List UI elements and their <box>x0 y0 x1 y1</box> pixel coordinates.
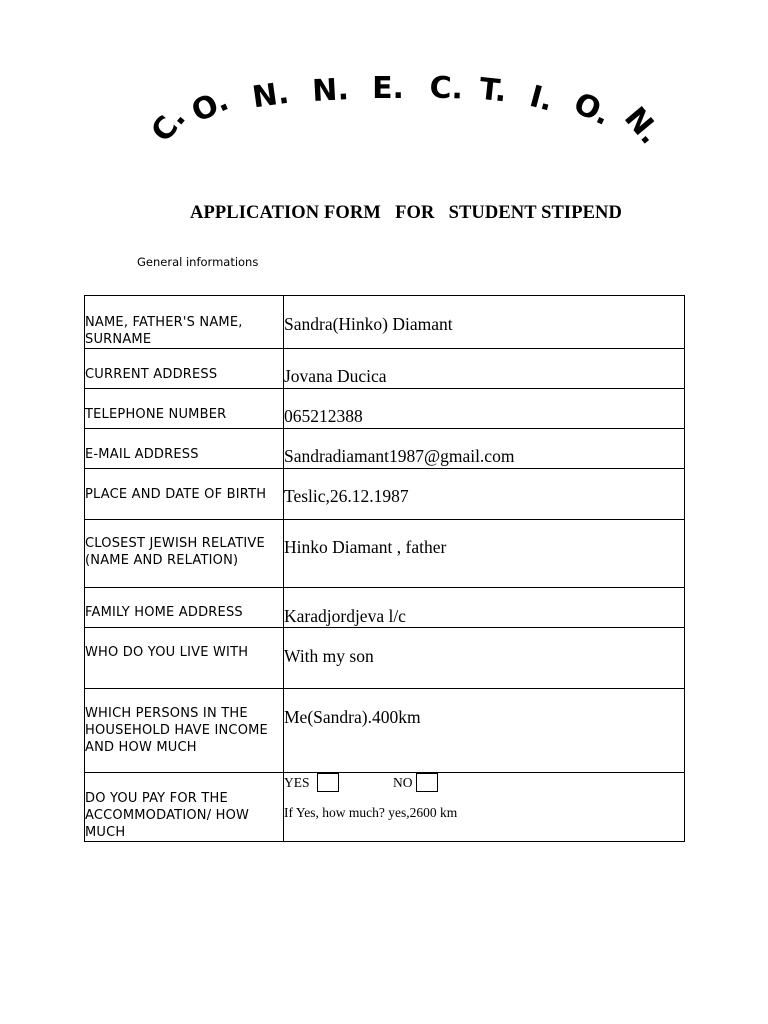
no-label: NO <box>393 775 413 790</box>
form-row-name <box>85 296 685 349</box>
form-row-telephone <box>85 389 685 429</box>
row-label: WHO DO YOU LIVE WITH <box>85 628 284 689</box>
row-value[interactable]: Teslic,26.12.1987 <box>284 469 685 520</box>
logo-letter: I. <box>526 79 557 119</box>
form-row-birth <box>85 469 685 520</box>
logo-letter: O. <box>568 85 616 133</box>
logo-letter: O. <box>186 82 234 130</box>
row-value[interactable]: Sandra(Hinko) Diamant <box>284 296 685 349</box>
row-label: DO YOU PAY FOR THE ACCOMMODATION/ HOW MUCH <box>85 773 284 842</box>
form-title: APPLICATION FORM FOR STUDENT STIPEND <box>190 203 622 223</box>
logo-letter: E. <box>372 71 404 106</box>
row-label: CLOSEST JEWISH RELATIVE (NAME AND RELATION) <box>85 520 284 588</box>
row-value[interactable]: With my son <box>284 628 685 689</box>
row-value[interactable]: Jovana Ducica <box>284 349 685 389</box>
logo-letter: C. <box>144 100 193 149</box>
accommodation-answer <box>284 773 685 842</box>
logo-letter: N. <box>617 100 668 152</box>
form-row-live-with <box>85 628 685 689</box>
connection-logo <box>0 0 768 180</box>
logo-letter: N. <box>311 72 350 109</box>
yes-label: YES <box>284 775 310 790</box>
logo-letter: C. <box>429 70 464 107</box>
logo-letter: T. <box>477 71 509 110</box>
row-label: PLACE AND DATE OF BIRTH <box>85 469 284 520</box>
form-row-accommodation <box>85 773 685 842</box>
if-yes-label: If Yes, how much? <box>284 805 385 820</box>
form-row-jewish-relative <box>85 520 685 588</box>
row-label: NAME, FATHER'S NAME, SURNAME <box>85 296 284 349</box>
form-row-current-address <box>85 349 685 389</box>
row-label: WHICH PERSONS IN THE HOUSEHOLD HAVE INCOME AND HOW MUCH <box>85 689 284 773</box>
yes-checkbox[interactable] <box>317 773 339 792</box>
row-label: FAMILY HOME ADDRESS <box>85 588 284 628</box>
yes-no-group <box>284 773 684 795</box>
form-row-household-income <box>85 689 685 773</box>
if-yes-line <box>284 795 684 823</box>
row-label: CURRENT ADDRESS <box>85 349 284 389</box>
logo-letter: N. <box>250 75 292 116</box>
row-value[interactable]: Sandradiamant1987@gmail.com <box>284 429 685 469</box>
row-value[interactable]: Me(Sandra).400km <box>284 689 685 773</box>
row-value[interactable]: Hinko Diamant , father <box>284 520 685 588</box>
row-label: TELEPHONE NUMBER <box>85 389 284 429</box>
row-value[interactable]: 065212388 <box>284 389 685 429</box>
form-row-family-home <box>85 588 685 628</box>
if-yes-value[interactable]: yes,2600 km <box>388 805 458 820</box>
row-label: E-MAIL ADDRESS <box>85 429 284 469</box>
application-form-table <box>84 295 685 842</box>
form-row-email <box>85 429 685 469</box>
row-value[interactable]: Karadjordjeva l/c <box>284 588 685 628</box>
no-checkbox[interactable] <box>416 773 438 792</box>
section-title: General informations <box>137 255 259 269</box>
